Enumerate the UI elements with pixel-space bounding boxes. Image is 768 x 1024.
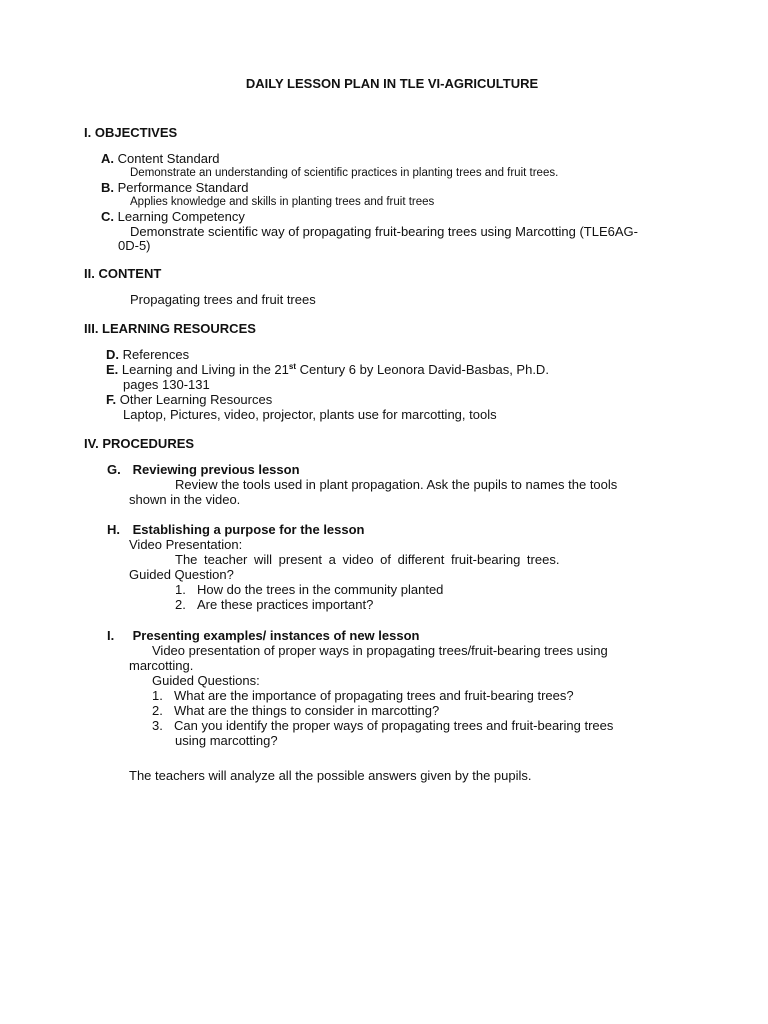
objective-b-letter: B.: [101, 180, 114, 195]
procedure-h-video-text: The teacher will present a video of different fruit-bearing trees.: [175, 552, 560, 567]
objective-c-label: Learning Competency: [117, 209, 245, 224]
resource-d: [106, 347, 189, 362]
resource-e-sup: st: [288, 362, 297, 371]
resource-f-text: Laptop, Pictures, video, projector, plants use for marcotting, tools: [123, 407, 497, 422]
objective-b-text: Applies knowledge and skills in planting trees and fruit trees: [130, 196, 435, 208]
resource-f-label: Other Learning Resources: [119, 392, 273, 407]
procedure-g-line1: Review the tools used in plant propagation. Ask the pupils to names the tools: [175, 477, 618, 492]
objective-b: [101, 180, 248, 195]
procedure-i-line1: Video presentation of proper ways in propagating trees/fruit-bearing trees using: [152, 643, 608, 658]
objective-b-label: Performance Standard: [117, 180, 249, 195]
question-number: 3.: [152, 718, 163, 733]
resource-d-letter: D.: [106, 347, 119, 362]
procedure-i: [107, 628, 419, 643]
procedure-i-question-3-cont: using marcotting?: [175, 733, 278, 748]
question-number: 2.: [152, 703, 163, 718]
resource-f: [106, 392, 272, 407]
procedure-i-label: Presenting examples/ instances of new lesson: [132, 628, 420, 643]
question-text: How do the trees in the community planted: [197, 582, 444, 597]
objective-c-text-line2: 0D-5): [118, 238, 151, 253]
procedure-h-label: Establishing a purpose for the lesson: [132, 522, 365, 537]
resource-e-text-after: Century 6 by Leonora David-Basbas, Ph.D.: [296, 362, 549, 377]
objectives-heading: I. OBJECTIVES: [84, 125, 178, 140]
objective-c: [101, 209, 245, 224]
resource-e-text-before: Learning and Living in the 21: [121, 362, 289, 377]
question-text: What are the things to consider in marcotting?: [174, 703, 440, 718]
question-text: What are the importance of propagating trees and fruit-bearing trees?: [174, 688, 574, 703]
resource-e-letter: E.: [106, 362, 119, 377]
content-heading: II. CONTENT: [84, 266, 162, 281]
procedure-i-closing: The teachers will analyze all the possible answers given by the pupils.: [129, 768, 532, 783]
procedure-h-video-label: Video Presentation:: [129, 537, 243, 552]
procedure-g-line2: shown in the video.: [129, 492, 241, 507]
objective-a-text: Demonstrate an understanding of scientific practices in planting trees and fruit trees.: [130, 167, 559, 179]
objective-a-letter: A.: [101, 151, 114, 166]
procedure-i-letter: I.: [107, 628, 115, 643]
procedure-g-label: Reviewing previous lesson: [132, 462, 300, 477]
objective-a-label: Content Standard: [117, 151, 220, 166]
resource-f-letter: F.: [106, 392, 117, 407]
procedure-h: [107, 522, 365, 537]
procedure-i-question-2: [152, 703, 439, 718]
resource-e: [106, 362, 549, 377]
procedure-h-question-2: [175, 597, 373, 612]
page-title: DAILY LESSON PLAN IN TLE VI-AGRICULTURE: [245, 76, 539, 91]
resources-heading: III. LEARNING RESOURCES: [84, 321, 256, 336]
question-text: Can you identify the proper ways of propagating trees and fruit-bearing trees: [174, 718, 614, 733]
procedure-h-guided-label: Guided Question?: [129, 567, 234, 582]
question-number: 2.: [175, 597, 186, 612]
question-text: Are these practices important?: [197, 597, 374, 612]
objective-c-letter: C.: [101, 209, 114, 224]
procedure-i-question-3: [152, 718, 613, 733]
resource-d-label: References: [122, 347, 190, 362]
procedure-i-line2: marcotting.: [129, 658, 194, 673]
objective-a: [101, 151, 220, 166]
procedures-heading: IV. PROCEDURES: [84, 436, 195, 451]
procedure-h-question-1: [175, 582, 443, 597]
procedure-h-letter: H.: [107, 522, 120, 537]
objective-c-text-line1: Demonstrate scientific way of propagating fruit-bearing trees using Marcotting (TLE6AG-: [130, 224, 638, 239]
procedure-i-question-1: [152, 688, 574, 703]
procedure-i-guided-label: Guided Questions:: [152, 673, 260, 688]
resource-e-pages: pages 130-131: [123, 377, 210, 392]
procedure-g-letter: G.: [107, 462, 121, 477]
question-number: 1.: [152, 688, 163, 703]
procedure-g: [107, 462, 300, 477]
content-text: Propagating trees and fruit trees: [130, 292, 316, 307]
question-number: 1.: [175, 582, 186, 597]
